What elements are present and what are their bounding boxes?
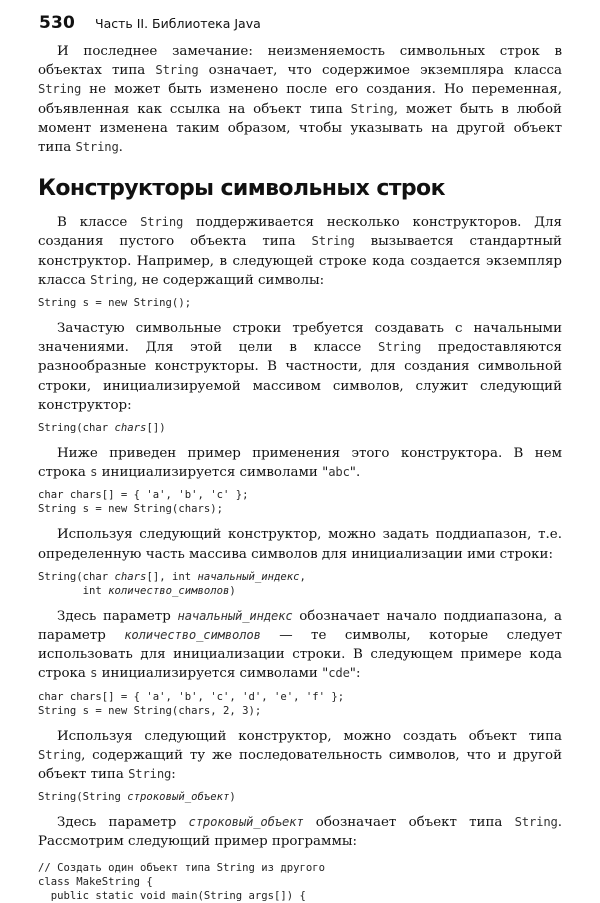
code-block-copy-signature: String(String строковый_объект) — [38, 791, 236, 804]
page-number: 530 — [39, 13, 76, 33]
paragraph-char-array-constructor: Зачастую символьные строки требуется создавать с начальными значениями. Для этой цели в классе String предоставляются разнообразные конструкторы. В частности, для создания символьной строки, инициализируемой массивом символов, служит следующий конструктор: — [38, 321, 562, 413]
code-block-cde: char chars[] = { 'a', 'b', 'c', 'd', 'e', 'f' }; String s = new String(chars, 2, 3); — [38, 690, 345, 717]
code-block-subrange-signature: String(char chars[], int начальный_индекс, int количество_символов) — [38, 570, 306, 597]
section-title: Конструкторы символьных строк — [38, 176, 445, 202]
paragraph-copy-constructor: Используя следующий конструктор, можно создать объект типа String, содержащий ту же последовательность символов, что и другой объект типа String: — [38, 728, 562, 783]
paragraph-subrange-constructor: Используя следующий конструктор, можно задать поддиапазон, т.е. определенную часть массива символов для инициализации ими строки: — [38, 527, 562, 562]
intro-paragraph: И последнее замечание: неизменяемость символьных строк в объектах типа String означает, что содержимое экземпляра класса String не может быть изменено после его создания. Но переменная, объявленная как ссылка на объект типа String, может быть в любой момент изменена таким образом, чтобы указывать на другой объект типа String. — [38, 44, 562, 156]
code-block-abc: char chars[] = { 'a', 'b', 'c' }; String s = new String(chars); — [38, 489, 249, 516]
code-block-char-array-signature: String(char chars[]) — [38, 422, 166, 435]
code-block-makestring: // Создать один объект типа String из другого class MakeString { public static void main(String args[]) { — [38, 861, 326, 902]
paragraph-program-intro: Здесь параметр строковый_объект обозначает объект типа String. Рассмотрим следующий пример программы: — [38, 815, 562, 850]
paragraph-subrange-params: Здесь параметр начальный_индекс обозначает начало поддиапазона, а параметр количество_символов — те символы, которые следует использовать для инициализации строки. В следующем примере кода строка s инициализируется символами "cde": — [38, 608, 563, 682]
running-head: Часть II. Библиотека Java — [95, 16, 261, 31]
page-header — [39, 13, 569, 35]
paragraph-default-constructor: В классе String поддерживается несколько конструкторов. Для создания пустого объекта типа String вызывается стандартный конструктор. Например, в следующей строке кода создается экземпляр класса String, не содержащий символы: — [38, 215, 562, 288]
paragraph-abc-example: Ниже приведен пример применения этого конструктора. В нем строка s инициализируется символами "abc". — [38, 446, 562, 481]
page-body — [38, 42, 562, 903]
code-block-empty-string: String s = new String(); — [38, 297, 192, 310]
